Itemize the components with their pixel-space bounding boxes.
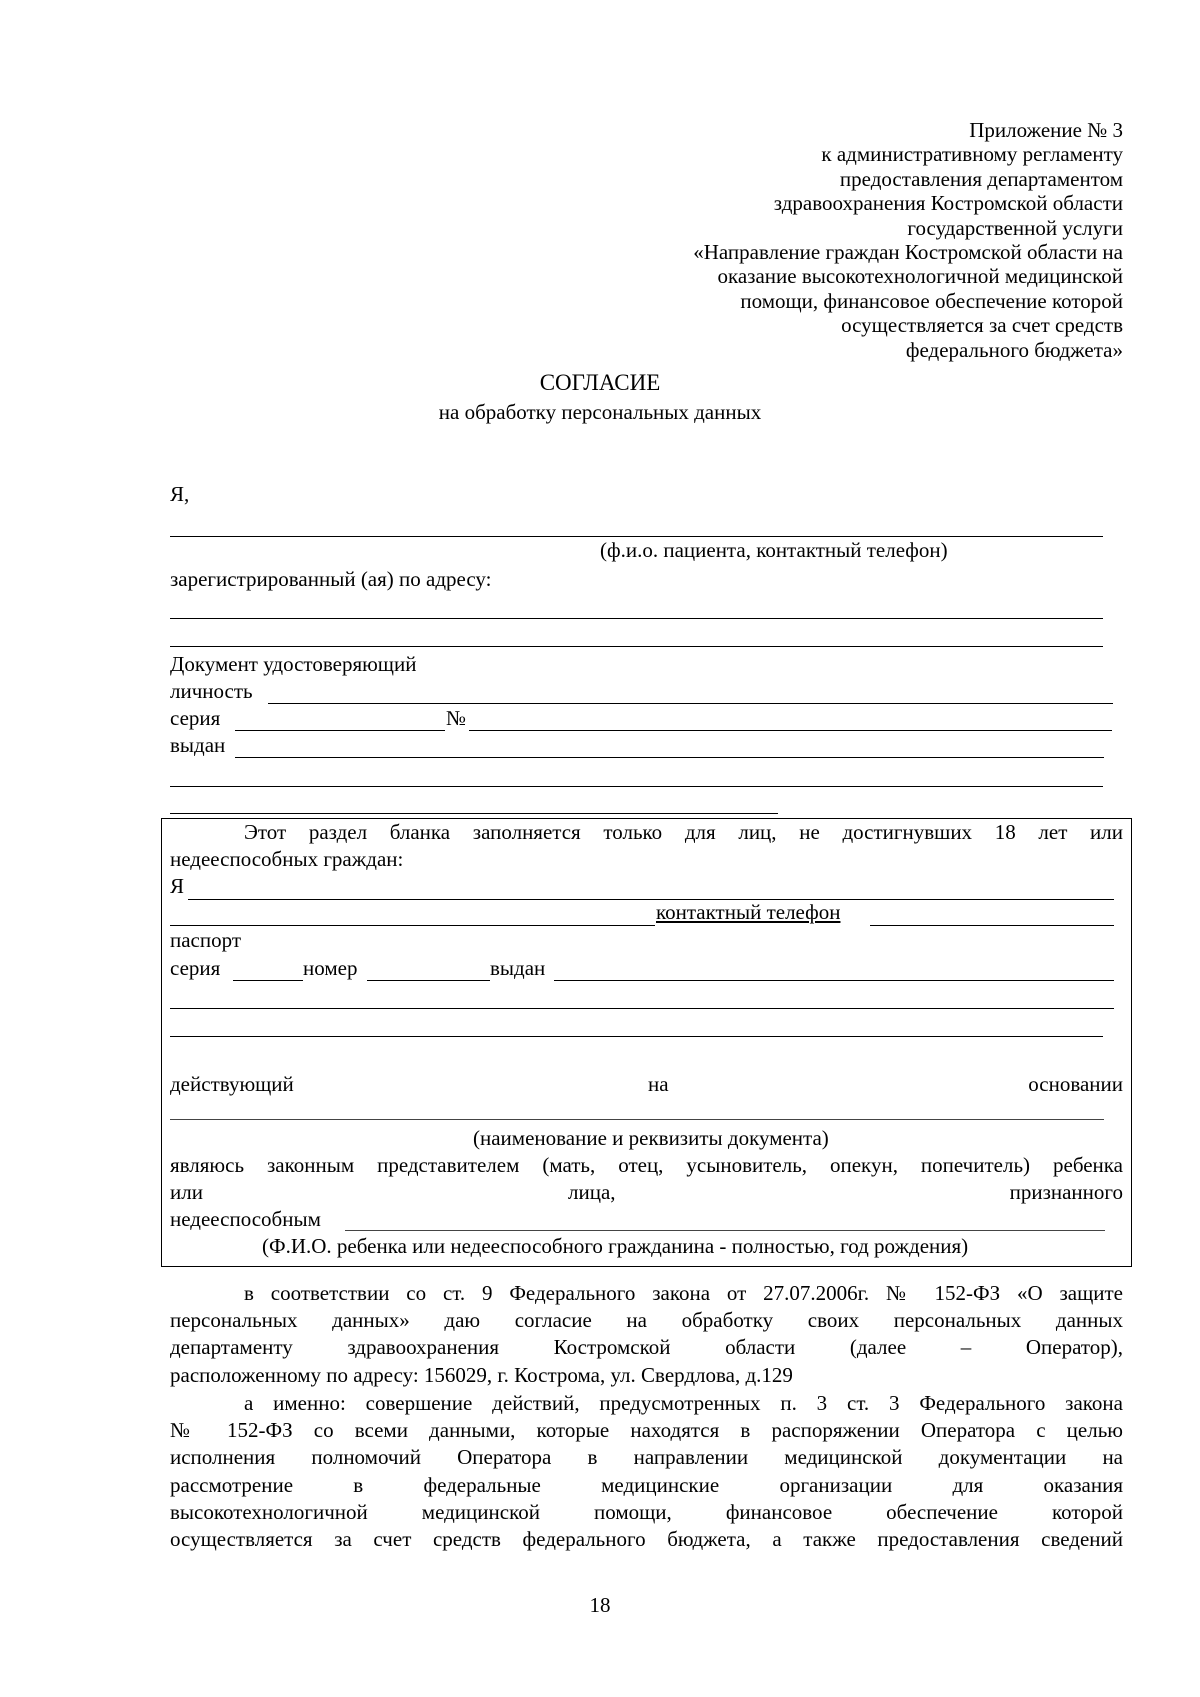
- rep-word: лица,: [568, 1180, 616, 1204]
- issued-line[interactable]: [235, 757, 1104, 758]
- minor-series-label: серия: [170, 956, 221, 980]
- paragraph-1: [170, 1280, 1123, 1389]
- minor-issued-line-2[interactable]: [170, 1008, 1114, 1009]
- acting-line: [170, 1071, 1123, 1097]
- appendix-line: оказание высокотехнологичной медицинской: [717, 264, 1123, 289]
- number-label: №: [446, 706, 467, 730]
- document-title: СОГЛАСИЕ: [539, 370, 661, 395]
- child-caption: (Ф.И.О. ребенка или недееспособного гражданина - полностью, год рождения): [262, 1234, 969, 1258]
- appendix-line: осуществляется за счет средств: [841, 313, 1123, 338]
- child-fio-line[interactable]: [345, 1230, 1105, 1231]
- appendix-line: федерального бюджета»: [905, 337, 1123, 362]
- number-line[interactable]: [469, 730, 1112, 731]
- acting-word: на: [648, 1072, 669, 1096]
- appendix-line: государственной услуги: [907, 215, 1123, 240]
- page-number: 18: [589, 1593, 611, 1617]
- minor-issued-line-3[interactable]: [170, 1036, 1103, 1037]
- paragraph-line: расположенному по адресу: 156029, г. Кострома, ул. Свердлова, д.129: [170, 1362, 793, 1387]
- doc-line[interactable]: [268, 703, 1113, 704]
- minor-issued-label: выдан: [490, 956, 546, 980]
- rep-word: признанного: [1009, 1180, 1123, 1204]
- minor-i-label: Я: [170, 874, 185, 898]
- series-label: серия: [170, 706, 221, 730]
- paragraph-2: [170, 1390, 1123, 1553]
- appendix-line: к административному регламенту: [821, 142, 1123, 167]
- fio-caption: (ф.и.о. пациента, контактный телефон): [600, 538, 948, 562]
- document-subtitle: на обработку персональных данных: [438, 400, 762, 424]
- acting-word: основании: [1028, 1072, 1123, 1096]
- minor-fio-line[interactable]: [188, 899, 1114, 900]
- paragraph-line: персональных данных» даю согласие на обработку своих персональных данных: [170, 1308, 1123, 1333]
- appendix-line: «Направление граждан Костромской области на: [693, 239, 1123, 264]
- paragraph-line: высокотехнологичной медицинской помощи, финансовое обеспечение которой: [170, 1499, 1123, 1524]
- paragraph-line: исполнения полномочий Оператора в направлении медицинской документации на: [170, 1445, 1123, 1470]
- minor-intro: Этот раздел бланка заполняется только для лиц, не достигнувших 18 лет или: [244, 820, 1123, 844]
- minor-series-line[interactable]: [233, 980, 303, 981]
- minor-number-label: номер: [303, 956, 358, 980]
- address-label: зарегистрированный (ая) по адресу:: [170, 567, 492, 591]
- i-label: Я,: [170, 482, 190, 506]
- appendix-header: [563, 118, 1123, 362]
- acting-word: действующий: [170, 1072, 294, 1096]
- doc-caption: (наименование и реквизиты документа): [473, 1126, 829, 1150]
- doc-label: Документ удостоверяющий: [170, 652, 417, 676]
- appendix-line: здравоохранения Костромской области: [773, 191, 1123, 216]
- phone-line[interactable]: [870, 925, 1114, 926]
- rep-word: или: [170, 1180, 203, 1204]
- paragraph-line: департаменту здравоохранения Костромской области (далее – Оператор),: [170, 1335, 1123, 1360]
- minor-issued-line[interactable]: [554, 980, 1114, 981]
- basis-document-line[interactable]: [170, 1119, 1104, 1120]
- passport-label: паспорт: [170, 928, 242, 952]
- minor-fio-line-2[interactable]: [170, 925, 655, 926]
- series-line[interactable]: [235, 730, 445, 731]
- address-line-2[interactable]: [170, 646, 1103, 647]
- rep-line-2: [170, 1179, 1123, 1205]
- doc-label: личность: [170, 679, 253, 703]
- appendix-line: предоставления департаментом: [839, 166, 1123, 191]
- minor-intro: недееспособных граждан:: [170, 847, 404, 871]
- paragraph-line: а именно: совершение действий, предусмотренных п. 3 ст. 3 Федерального закона: [244, 1391, 1123, 1415]
- issued-line-3[interactable]: [170, 813, 778, 814]
- paragraph-line: № 152-ФЗ со всеми данными, которые находятся в распоряжении Оператора с целью: [170, 1418, 1123, 1443]
- issued-label: выдан: [170, 733, 226, 757]
- paragraph-line: рассмотрение в федеральные медицинские организации для оказания: [170, 1472, 1123, 1497]
- appendix-line: Приложение № 3: [969, 118, 1123, 142]
- appendix-line: помощи, финансовое обеспечение которой: [740, 288, 1123, 313]
- paragraph-line: осуществляется за счет средств федерального бюджета, а также предоставления сведений: [170, 1526, 1123, 1551]
- rep-line: являюсь законным представителем (мать, отец, усыновитель, опекун, попечитель) ребенка: [170, 1153, 1123, 1177]
- paragraph-line: в соответствии со ст. 9 Федерального закона от 27.07.2006г. № 152-ФЗ «О защите: [244, 1281, 1123, 1305]
- address-line-1[interactable]: [170, 618, 1103, 619]
- phone-label: контактный телефон: [656, 900, 841, 924]
- issued-line-2[interactable]: [170, 786, 1103, 787]
- minor-number-line[interactable]: [367, 980, 490, 981]
- incapable-label: недееспособным: [170, 1207, 321, 1231]
